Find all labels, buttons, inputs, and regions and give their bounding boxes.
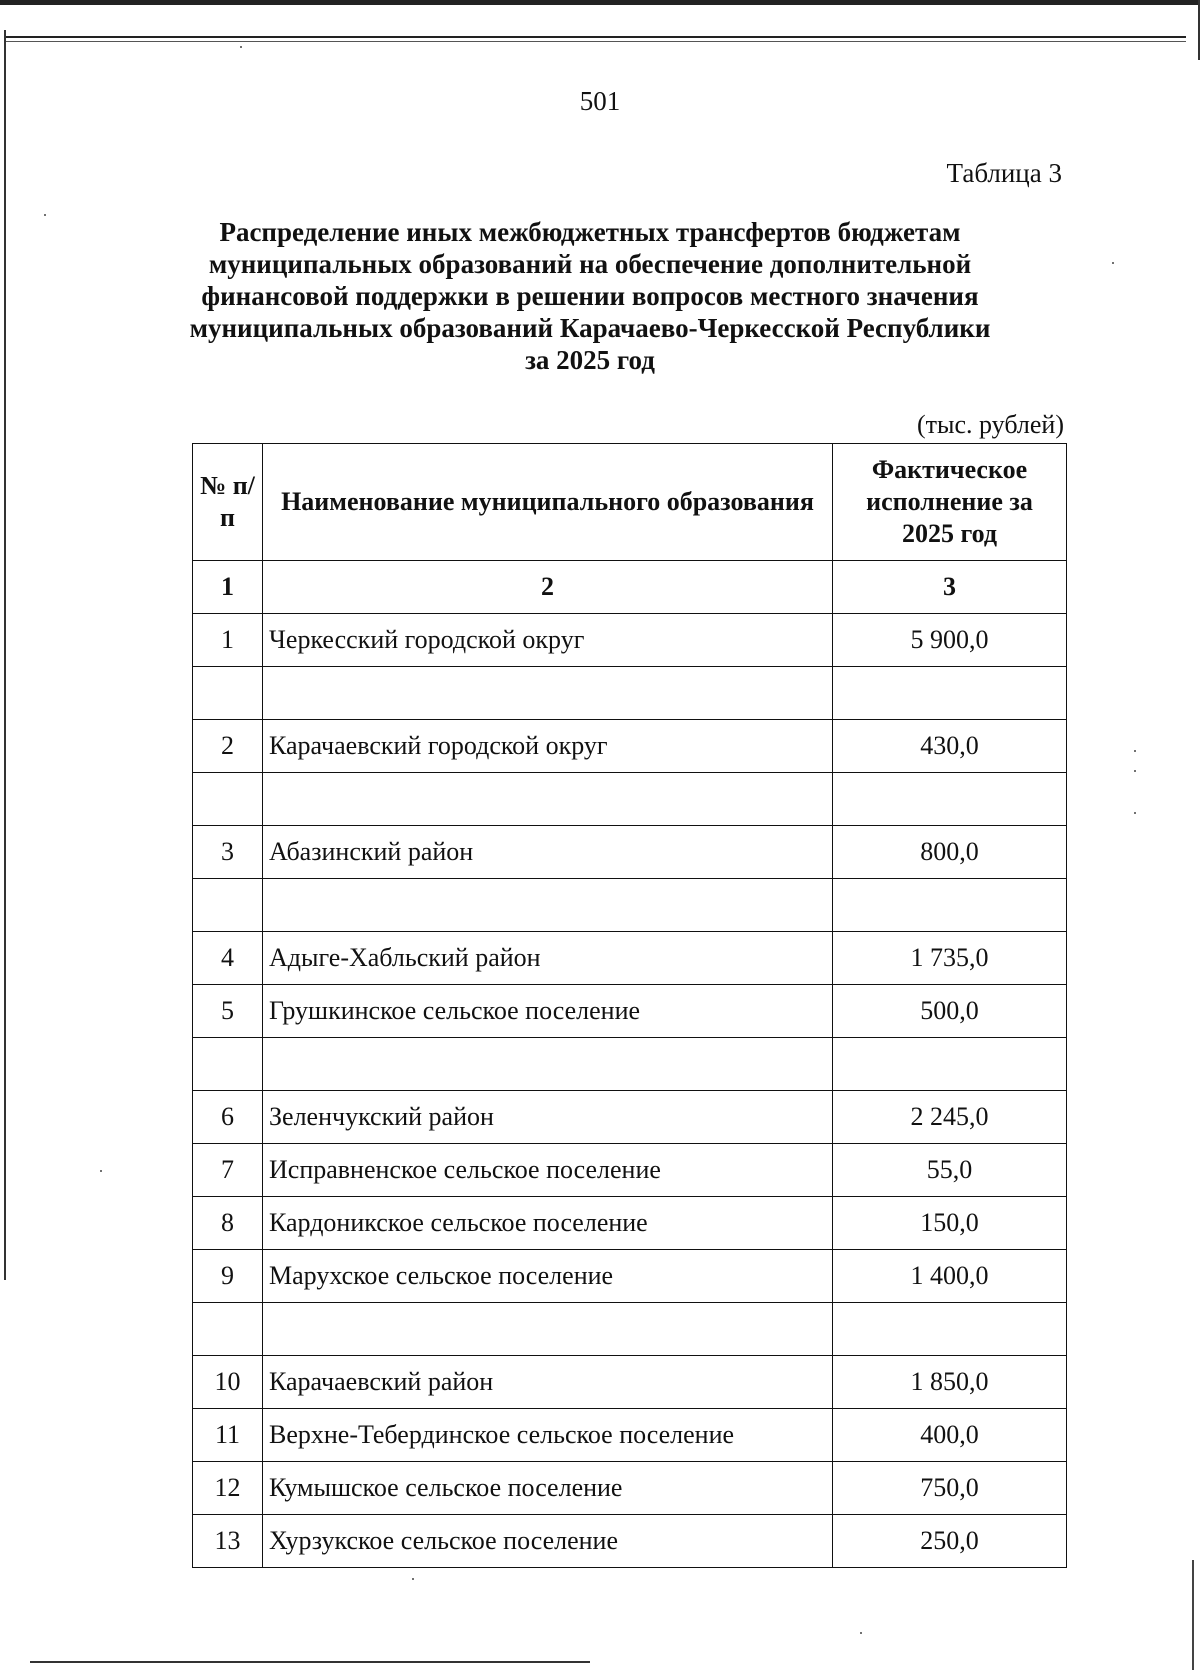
table-row — [193, 1409, 1067, 1462]
header-rule — [6, 36, 1186, 38]
header-value: Фактическое исполнение за 2025 год — [833, 444, 1067, 561]
row-number: 7 — [193, 1144, 263, 1197]
actual-amount: 55,0 — [833, 1144, 1067, 1197]
actual-amount: 400,0 — [833, 1409, 1067, 1462]
scan-border-left — [4, 30, 6, 1280]
table-body — [193, 614, 1067, 1568]
table-row — [193, 1038, 1067, 1091]
transfers-table — [192, 443, 1067, 1568]
table-row — [193, 1356, 1067, 1409]
scan-speck — [240, 46, 242, 48]
table-row — [193, 1303, 1067, 1356]
row-number: 13 — [193, 1515, 263, 1568]
actual-amount: 5 900,0 — [833, 614, 1067, 667]
row-number: 2 — [193, 720, 263, 773]
scan-speck — [412, 1578, 414, 1580]
table-row — [193, 773, 1067, 826]
row-number: 1 — [193, 614, 263, 667]
actual-amount: 2 245,0 — [833, 1091, 1067, 1144]
table-header-row — [193, 444, 1067, 561]
column-number: 3 — [833, 561, 1067, 614]
municipality-name: Исправненское сельское поселение — [263, 1144, 833, 1197]
unit-note: (тыс. рублей) — [916, 410, 1064, 439]
header-num: № п/п — [193, 444, 263, 561]
actual-amount: 1 735,0 — [833, 932, 1067, 985]
actual-amount: 1 850,0 — [833, 1356, 1067, 1409]
scan-border-bottom-right — [1192, 1560, 1194, 1670]
row-number: 11 — [193, 1409, 263, 1462]
table-row — [193, 720, 1067, 773]
municipality-name: Черкесский городской округ — [263, 614, 833, 667]
table-row — [193, 614, 1067, 667]
municipality-name — [263, 1303, 833, 1356]
municipality-name: Абазинский район — [263, 826, 833, 879]
actual-amount — [833, 1303, 1067, 1356]
municipality-name: Зеленчукский район — [263, 1091, 833, 1144]
row-number — [193, 879, 263, 932]
municipality-name: Карачаевский район — [263, 1356, 833, 1409]
municipality-name: Хурзукское сельское поселение — [263, 1515, 833, 1568]
scan-speck — [100, 1170, 102, 1172]
table-row — [193, 879, 1067, 932]
header-rule-thin — [6, 41, 1186, 42]
scan-speck — [860, 1632, 862, 1634]
actual-amount — [833, 773, 1067, 826]
table-row — [193, 1197, 1067, 1250]
row-number — [193, 667, 263, 720]
scan-speck — [1134, 750, 1136, 752]
municipality-name — [263, 1038, 833, 1091]
municipality-name — [263, 879, 833, 932]
actual-amount: 150,0 — [833, 1197, 1067, 1250]
actual-amount: 500,0 — [833, 985, 1067, 1038]
table-row — [193, 826, 1067, 879]
actual-amount: 750,0 — [833, 1462, 1067, 1515]
column-number: 2 — [263, 561, 833, 614]
title-line: муниципальных образований на обеспечение дополнительной — [208, 249, 972, 279]
table-row — [193, 667, 1067, 720]
table-row — [193, 985, 1067, 1038]
table-row — [193, 932, 1067, 985]
actual-amount — [833, 1038, 1067, 1091]
row-number — [193, 1303, 263, 1356]
table-row — [193, 1144, 1067, 1197]
actual-amount: 430,0 — [833, 720, 1067, 773]
municipality-name — [263, 667, 833, 720]
table-label: Таблица 3 — [946, 158, 1062, 188]
municipality-name: Грушкинское сельское поселение — [263, 985, 833, 1038]
row-number: 12 — [193, 1462, 263, 1515]
document-title — [150, 216, 1030, 376]
row-number: 6 — [193, 1091, 263, 1144]
row-number: 5 — [193, 985, 263, 1038]
scan-speck — [44, 214, 46, 216]
title-line: муниципальных образований Карачаево-Черкесской Республики — [189, 313, 991, 343]
row-number — [193, 773, 263, 826]
municipality-name: Адыге-Хабльский район — [263, 932, 833, 985]
municipality-name — [263, 773, 833, 826]
row-number: 3 — [193, 826, 263, 879]
table-row — [193, 1091, 1067, 1144]
footer-rule — [30, 1661, 590, 1663]
title-line: Распределение иных межбюджетных трансфертов бюджетам — [219, 217, 961, 247]
municipality-name: Марухское сельское поселение — [263, 1250, 833, 1303]
header-name: Наименование муниципального образования — [263, 444, 833, 561]
actual-amount: 1 400,0 — [833, 1250, 1067, 1303]
municipality-name: Кумышское сельское поселение — [263, 1462, 833, 1515]
title-line: финансовой поддержки в решении вопросов местного значения — [201, 281, 979, 311]
table-row — [193, 1250, 1067, 1303]
actual-amount — [833, 667, 1067, 720]
table-row — [193, 1515, 1067, 1568]
row-number — [193, 1038, 263, 1091]
column-numbers-row — [193, 561, 1067, 614]
municipality-name: Кардоникское сельское поселение — [263, 1197, 833, 1250]
row-number: 9 — [193, 1250, 263, 1303]
actual-amount: 250,0 — [833, 1515, 1067, 1568]
table-row — [193, 1462, 1067, 1515]
scan-border-top — [0, 0, 1200, 5]
actual-amount: 800,0 — [833, 826, 1067, 879]
title-line: за 2025 год — [525, 345, 655, 375]
actual-amount — [833, 879, 1067, 932]
row-number: 8 — [193, 1197, 263, 1250]
column-number: 1 — [193, 561, 263, 614]
scan-speck — [1112, 262, 1114, 264]
municipality-name: Верхне-Тебердинское сельское поселение — [263, 1409, 833, 1462]
row-number: 4 — [193, 932, 263, 985]
page-number: 501 — [579, 86, 621, 116]
scan-speck — [1134, 812, 1136, 814]
scan-speck — [1134, 770, 1136, 772]
municipality-name: Карачаевский городской округ — [263, 720, 833, 773]
row-number: 10 — [193, 1356, 263, 1409]
